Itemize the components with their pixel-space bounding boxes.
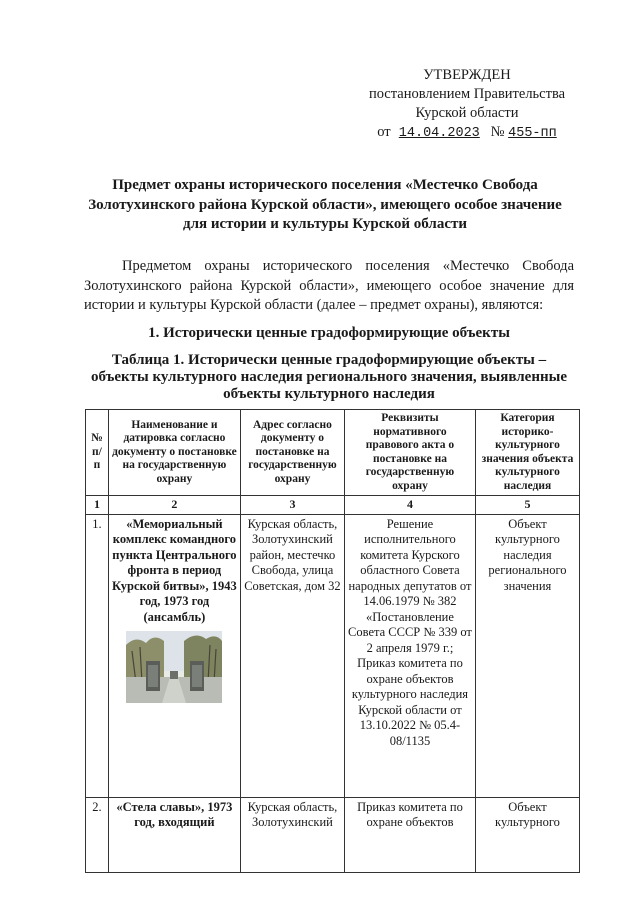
approval-authority: постановлением Правительства [368,86,566,102]
object-name-cell [108,514,240,797]
date-prefix: от [377,124,391,140]
col-number: 5 [475,496,579,515]
object-category: Объект культурного наследия регионального значения [475,514,579,797]
memorial-photo [126,631,222,703]
header-requisites: Реквизиты нормативного правового акта о постановке на государственную охрану [344,410,475,496]
col-number: 3 [240,496,344,515]
header-name: Наименование и датировка согласно документу о постановке на государственную охрану [108,410,240,496]
object-requisites: Приказ комитета по охране объектов [344,797,475,872]
object-category: Объект культурного [475,797,579,872]
header-address: Адрес согласно документу о постановке на государственную охрану [240,410,344,496]
approval-date: 14.04.2023 [398,126,480,141]
row-number: 2. [86,797,109,872]
objects-table [85,409,580,873]
object-name-cell [108,797,240,872]
approval-title: УТВЕРЖДЕН [423,67,511,83]
table-row [86,514,580,797]
table-row [86,797,580,872]
intro-paragraph: Предметом охраны исторического поселения «Местечко Свобода Золотухинского района Курской области», имеющего особое значение для истории и культуры Курской области (далее – предмет охраны), являются: [84,258,574,313]
table-header-row [86,410,580,496]
row-number: 1. [86,514,109,797]
header-num: № п/п [86,410,109,496]
col-number: 4 [344,496,475,515]
object-requisites: Решение исполнительного комитета Курского областного Совета народных депутатов от 14.06.1979 № 382 «Постановление Совета СССР № 339 от 2 апреля 1979 г.; Приказ комитета по охране объектов культурного наследия Курской области от 13.10.2022 № 05.4-08/1135 [344,514,475,797]
column-number-row [86,496,580,515]
number-prefix: № [490,124,505,140]
col-number: 1 [86,496,109,515]
object-address: Курская область, Золотухинский [240,797,344,872]
approval-block [352,66,582,143]
document-title: Предмет охраны исторического поселения «Местечко Свобода Золотухинского района Курской области», имеющего особое значение для истории и культуры Курской области [88,177,562,232]
approval-number: 455-пп [508,126,557,141]
table-caption: Таблица 1. Исторически ценные градоформирующие объекты – объекты культурного наследия регионального значения, выявленные объекты культурного наследия [90,352,567,402]
approval-region: Курской области [415,105,519,121]
section-heading: 1. Исторически ценные градоформирующие объекты [148,325,510,341]
approval-date-line [352,123,582,143]
object-address: Курская область, Золотухинский район, местечко Свобода, улица Советская, дом 32 [240,514,344,797]
object-name: «Мемориальный комплекс командного пункта Центрального фронта в период Курской битвы», 1943 год, 1973 год (ансамбль) [112,516,237,624]
header-category: Категория историко-культурного значения объекта культурного наследия [475,410,579,496]
col-number: 2 [108,496,240,515]
object-name: «Стела славы», 1973 год, входящий [116,799,233,829]
